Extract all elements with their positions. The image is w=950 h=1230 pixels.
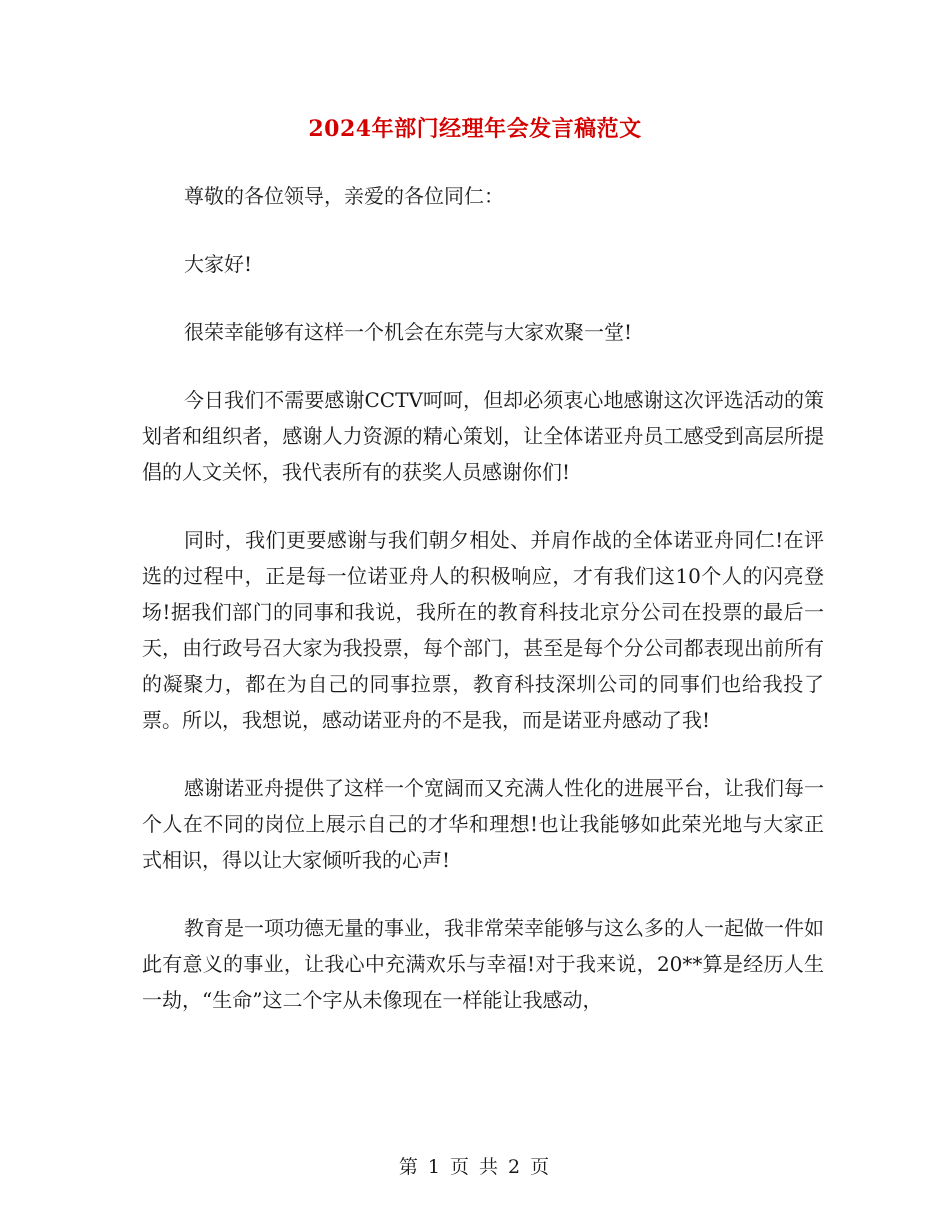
honor-paragraph: 很荣幸能够有这样一个机会在东莞与大家欢聚一堂! [184,320,633,344]
hello-paragraph: 大家好! [184,252,253,276]
document-body [142,178,824,1018]
thanks-organizers-paragraph: 今日我们不需要感谢CCTV呵呵，但却必须衷心地感谢这次评选活动的策划者和组织者，感谢人力资源的精心策划，让全体诺亚舟员工感受到高层所提倡的人文关怀，我代表所有的获奖人员感谢你们! [142,388,824,484]
thanks-colleagues-paragraph: 同时，我们更要感谢与我们朝夕相处、并肩作战的全体诺亚舟同仁!在评选的过程中，正是每一位诺亚舟人的积极响应，才有我们这10个人的闪亮登场!据我们部门的同事和我说，我所在的教育科技北京分公司在投票的最后一天，由行政号召大家为我投票，每个部门，甚至是每个分公司都表现出前所有的凝聚力，都在为自己的同事拉票，教育科技深圳公司的同事们也给我投了票。所以，我想说，感动诺亚舟的不是我，而是诺亚舟感动了我! [142,528,824,732]
greeting-paragraph: 尊敬的各位领导，亲爱的各位同仁： [184,184,504,208]
thanks-platform-paragraph: 感谢诺亚舟提供了这样一个宽阔而又充满人性化的进展平台，让我们每一个人在不同的岗位上展示自己的才华和理想!也让我能够如此荣光地与大家正式相识，得以让大家倾听我的心声! [142,776,824,872]
education-paragraph: 教育是一项功德无量的事业，我非常荣幸能够与这么多的人一起做一件如此有意义的事业，让我心中充满欢乐与幸福!对于我来说，20**算是经历人生一劫，“生命”这二个字从未像现在一样能让我感动， [142,916,824,1012]
page-number-footer: 第 1 页 共 2 页 [398,1156,552,1178]
document-title: 2024年部门经理年会发言稿范文 [308,116,642,142]
